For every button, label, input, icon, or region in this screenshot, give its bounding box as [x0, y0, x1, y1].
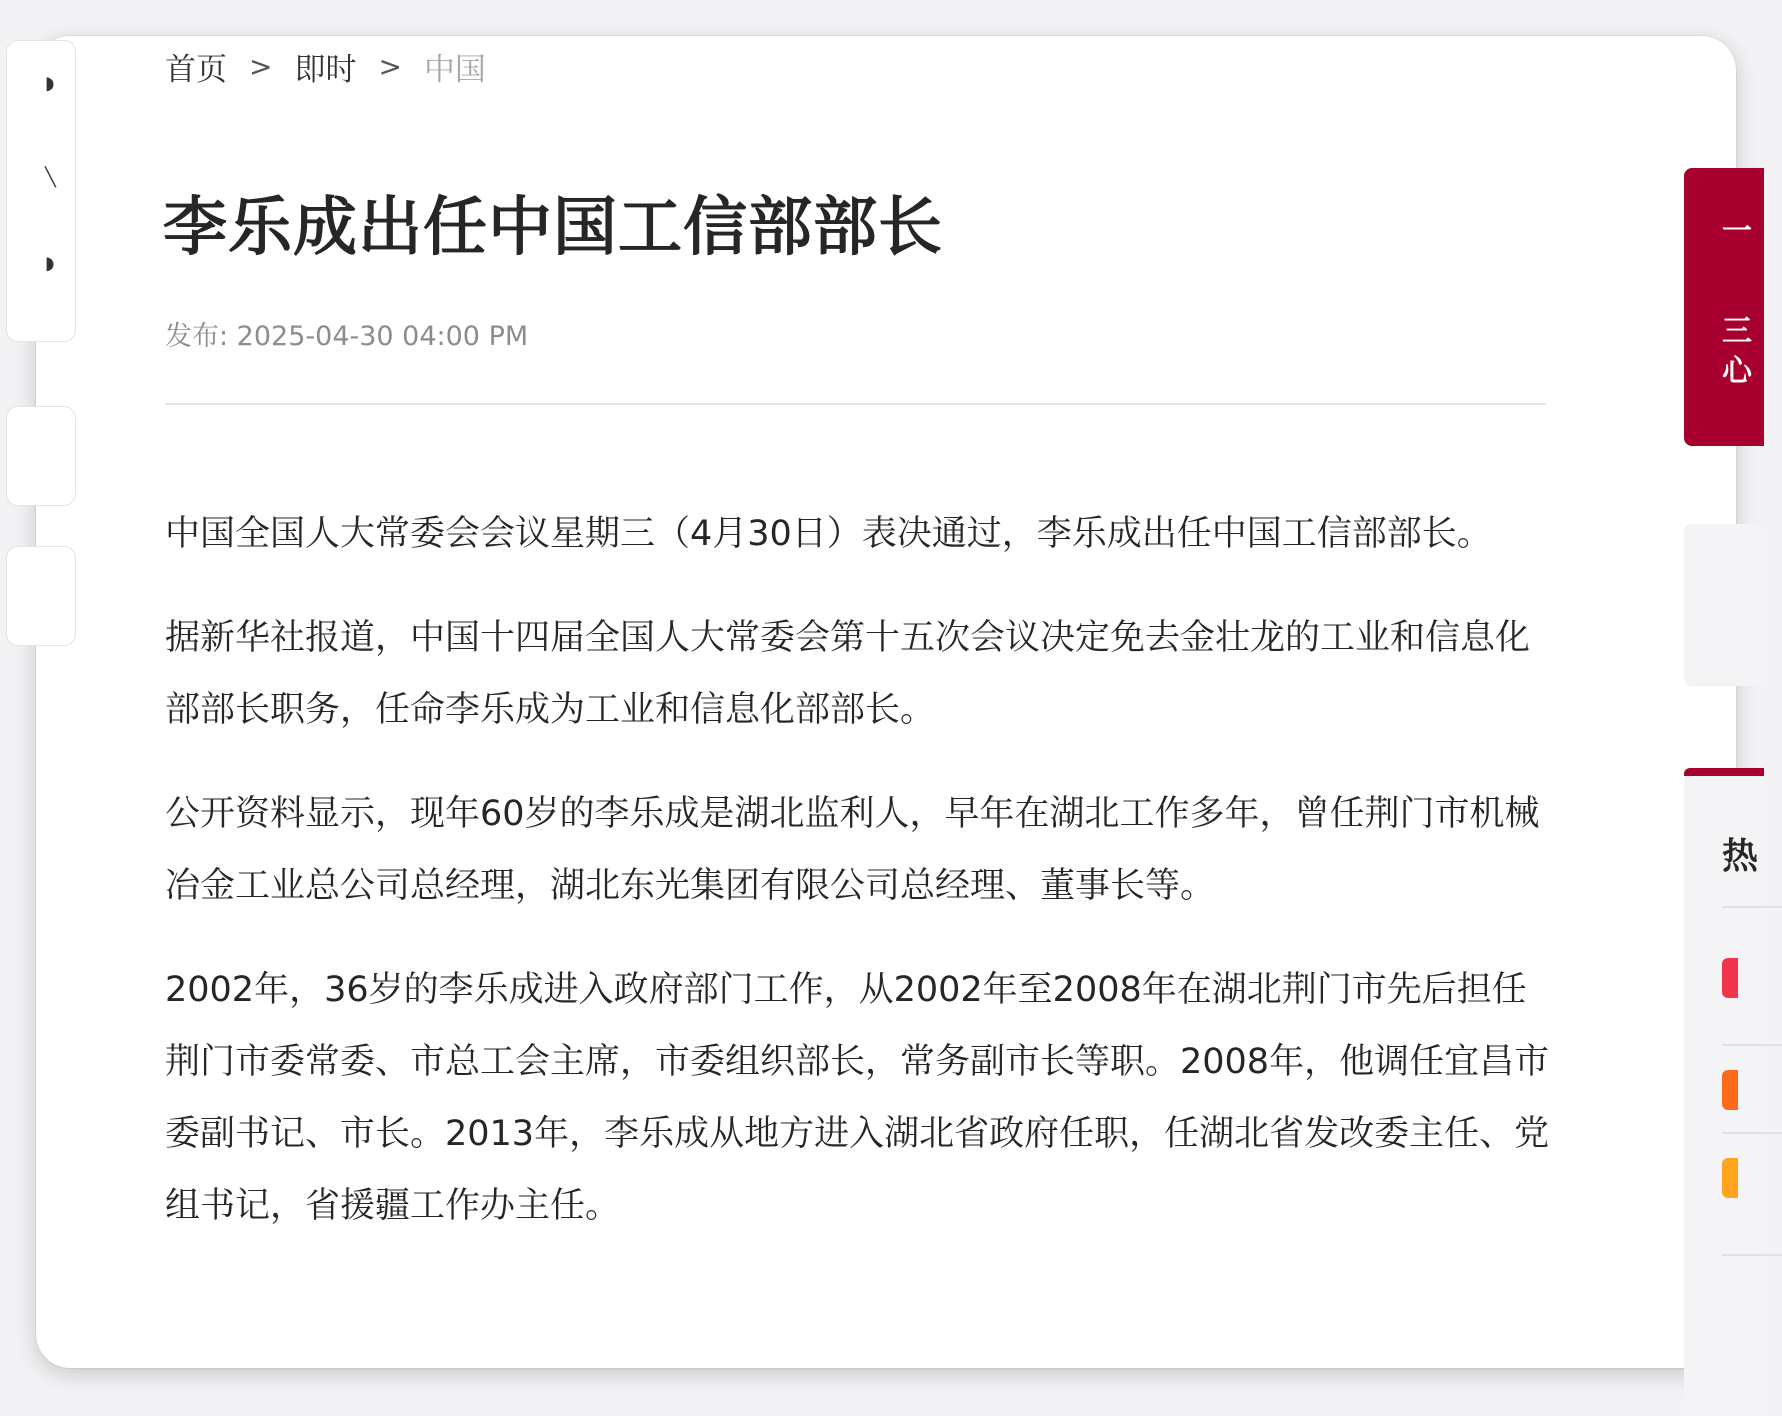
banner-glyph: 三	[1722, 314, 1752, 349]
rank-3-badge	[1722, 1158, 1738, 1198]
row-divider	[1722, 1044, 1782, 1046]
article-paragraph: 2002年，36岁的李乐成进入政府部门工作，从2002年至2008年在湖北荆门市先后担任荆门市委常委、市总工会主席，市委组织部长，常务副市长等职。2008年，他调任宜昌市委副书记、市长。2013年，李乐成从地方进入湖北省政府任职，任湖北省发改委主任、党组书记，省援疆工作办主任。	[165, 970, 1550, 1226]
divider	[165, 403, 1546, 405]
browser-window	[36, 36, 1759, 1368]
left-side-panel-top[interactable]	[6, 40, 76, 342]
breadcrumb-separator: >	[378, 50, 402, 83]
row-divider	[1722, 1254, 1782, 1256]
article-paragraph: 据新华社报道，中国十四届全国人大常委会第十五次会议决定免去金壮龙的工业和信息化部部长职务，任命李乐成为工业和信息化部部长。	[165, 618, 1531, 730]
banner-glyph: 一	[1722, 214, 1752, 249]
breadcrumb	[165, 44, 486, 89]
article-paragraph: 中国全国人大常委会会议星期三（4月30日）表决通过，李乐成出任中国工信部部长。	[165, 514, 1492, 554]
left-panel-glyph: ╲	[45, 167, 56, 188]
row-divider	[1722, 906, 1782, 908]
ranking-heading-glyph: 热	[1722, 836, 1759, 877]
left-panel-glyph: ◗	[45, 73, 55, 94]
breadcrumb-current: 中国	[423, 52, 486, 88]
breadcrumb-separator: >	[249, 50, 273, 83]
breadcrumb-section-link[interactable]: 即时	[294, 52, 357, 88]
breadcrumb-home-link[interactable]: 首页	[165, 52, 227, 88]
article-title: 李乐成出任中国工信部部长	[163, 191, 943, 265]
sidebar-card[interactable]	[1684, 524, 1764, 686]
left-side-panel-bottom[interactable]	[6, 546, 76, 646]
banner-glyph: 心	[1722, 354, 1752, 389]
rank-1-badge	[1722, 958, 1738, 998]
sidebar-promo-banner[interactable]	[1684, 168, 1764, 446]
article-paragraph: 公开资料显示，现年60岁的李乐成是湖北监利人，早年在湖北工作多年，曾任荆门市机械冶金工业总公司总经理，湖北东光集团有限公司总经理、董事长等。	[165, 794, 1540, 906]
row-divider	[1722, 1132, 1782, 1134]
article-body	[165, 498, 1550, 1274]
rank-2-badge	[1722, 1070, 1738, 1110]
sidebar-ranking-list	[1684, 768, 1764, 1416]
left-panel-glyph: ◗	[45, 253, 55, 274]
left-side-panel-middle[interactable]	[6, 406, 76, 506]
publish-date: 发布: 2025-04-30 04:00 PM	[165, 321, 529, 352]
